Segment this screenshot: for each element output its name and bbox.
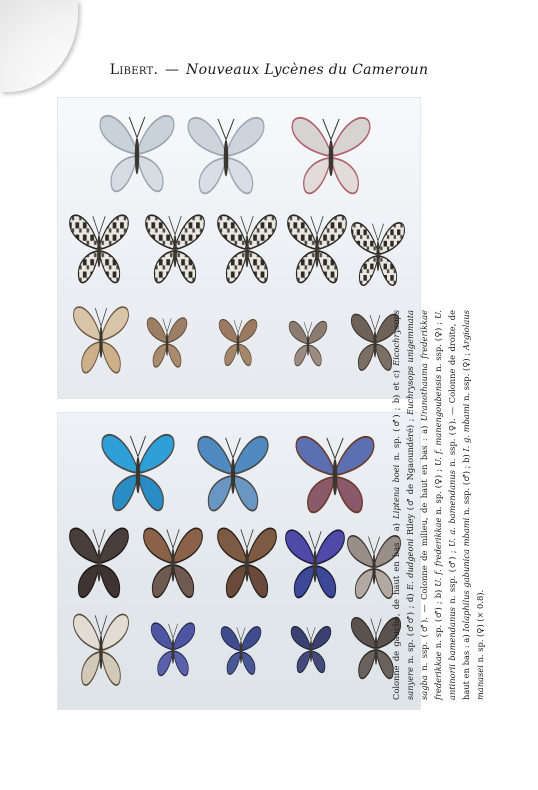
butterfly-specimen: [196, 431, 270, 521]
caption-species: U. f. frederikkae: [433, 517, 443, 587]
header-author: Libert.: [109, 62, 159, 78]
caption-species: Iolaphilus gabunica mbami: [461, 517, 471, 632]
butterfly-specimen: [150, 619, 196, 683]
bottom-plate: [58, 413, 420, 709]
caption-text: n. ssp. (♀). — Colonne de droite, de haut en bas : a): [447, 309, 471, 700]
butterfly-specimen: [218, 316, 258, 372]
butterfly-specimen: [290, 112, 372, 204]
butterfly-specimen: [98, 110, 176, 202]
caption-species: U. a. bamendanus: [447, 470, 457, 547]
butterfly-specimen: [142, 523, 204, 607]
butterfly-specimen: [290, 623, 332, 679]
caption-species: U. f. manengoubensis: [433, 374, 443, 466]
caption-species: Euchrysops unigemmata sagba: [405, 310, 429, 700]
butterfly-specimen: [144, 210, 206, 292]
butterfly-specimen: [220, 623, 262, 681]
caption-species: U. antinorii bamendanus: [433, 310, 457, 700]
caption-text: n. ssp. (♂) ;: [447, 546, 457, 608]
caption-text: n. sp. (♂) ; b): [433, 586, 443, 652]
butterfly-specimen: [350, 218, 406, 294]
butterfly-specimen: [284, 525, 346, 607]
header-title: Nouveaux Lycènes du Cameroun: [186, 62, 429, 78]
butterfly-specimen: [286, 210, 348, 292]
butterfly-specimen: [72, 609, 130, 695]
butterfly-specimen: [100, 429, 176, 521]
caption-species: Eicochrysops sanyere: [391, 310, 415, 700]
caption-text: n. ssp. (♂). — Colonne de milieu, de haut en bas : a): [419, 421, 429, 676]
caption-text: n. ssp. (♀) ;: [433, 318, 443, 375]
caption-species: Uranothauma frederikkae frederikkae: [419, 310, 443, 700]
caption-text: n. sp. (♂♂) ; d): [405, 589, 415, 667]
butterfly-specimen: [146, 314, 188, 374]
caption-text: n. sp. (♀) ;: [433, 465, 443, 518]
butterfly-specimen: [186, 112, 266, 204]
top-plate: [58, 98, 420, 398]
butterfly-specimen: [72, 302, 130, 382]
caption-text: n. ssp. (♂) ; b): [461, 451, 471, 518]
butterfly-specimen: [68, 523, 130, 607]
plate-caption: [389, 310, 487, 700]
caption-species: Liptena boei: [391, 464, 401, 519]
caption-text: n. sp. (♂) ; b) et c): [391, 365, 401, 465]
butterfly-specimen: [68, 210, 130, 292]
caption-text: Riley (♂ de Ngaoundéré) ;: [405, 414, 415, 539]
butterfly-specimen: [294, 431, 376, 523]
running-header: [0, 62, 538, 78]
butterfly-specimen: [216, 210, 278, 292]
caption-species: I. g. mbami: [461, 403, 471, 452]
butterfly-specimen: [288, 318, 328, 372]
caption-text: n. ssp. (♀) ;: [461, 350, 471, 404]
caption-text: n. sp. (♀) (× 0.8).: [475, 589, 485, 666]
caption-text: Colonne de gauche, de haut en bas : a): [391, 518, 401, 700]
caption-species: E. dudgeoni: [405, 538, 415, 590]
butterfly-specimen: [216, 523, 278, 607]
header-separator: —: [164, 62, 180, 78]
caption-species: Argiolaus manasei: [461, 310, 485, 700]
